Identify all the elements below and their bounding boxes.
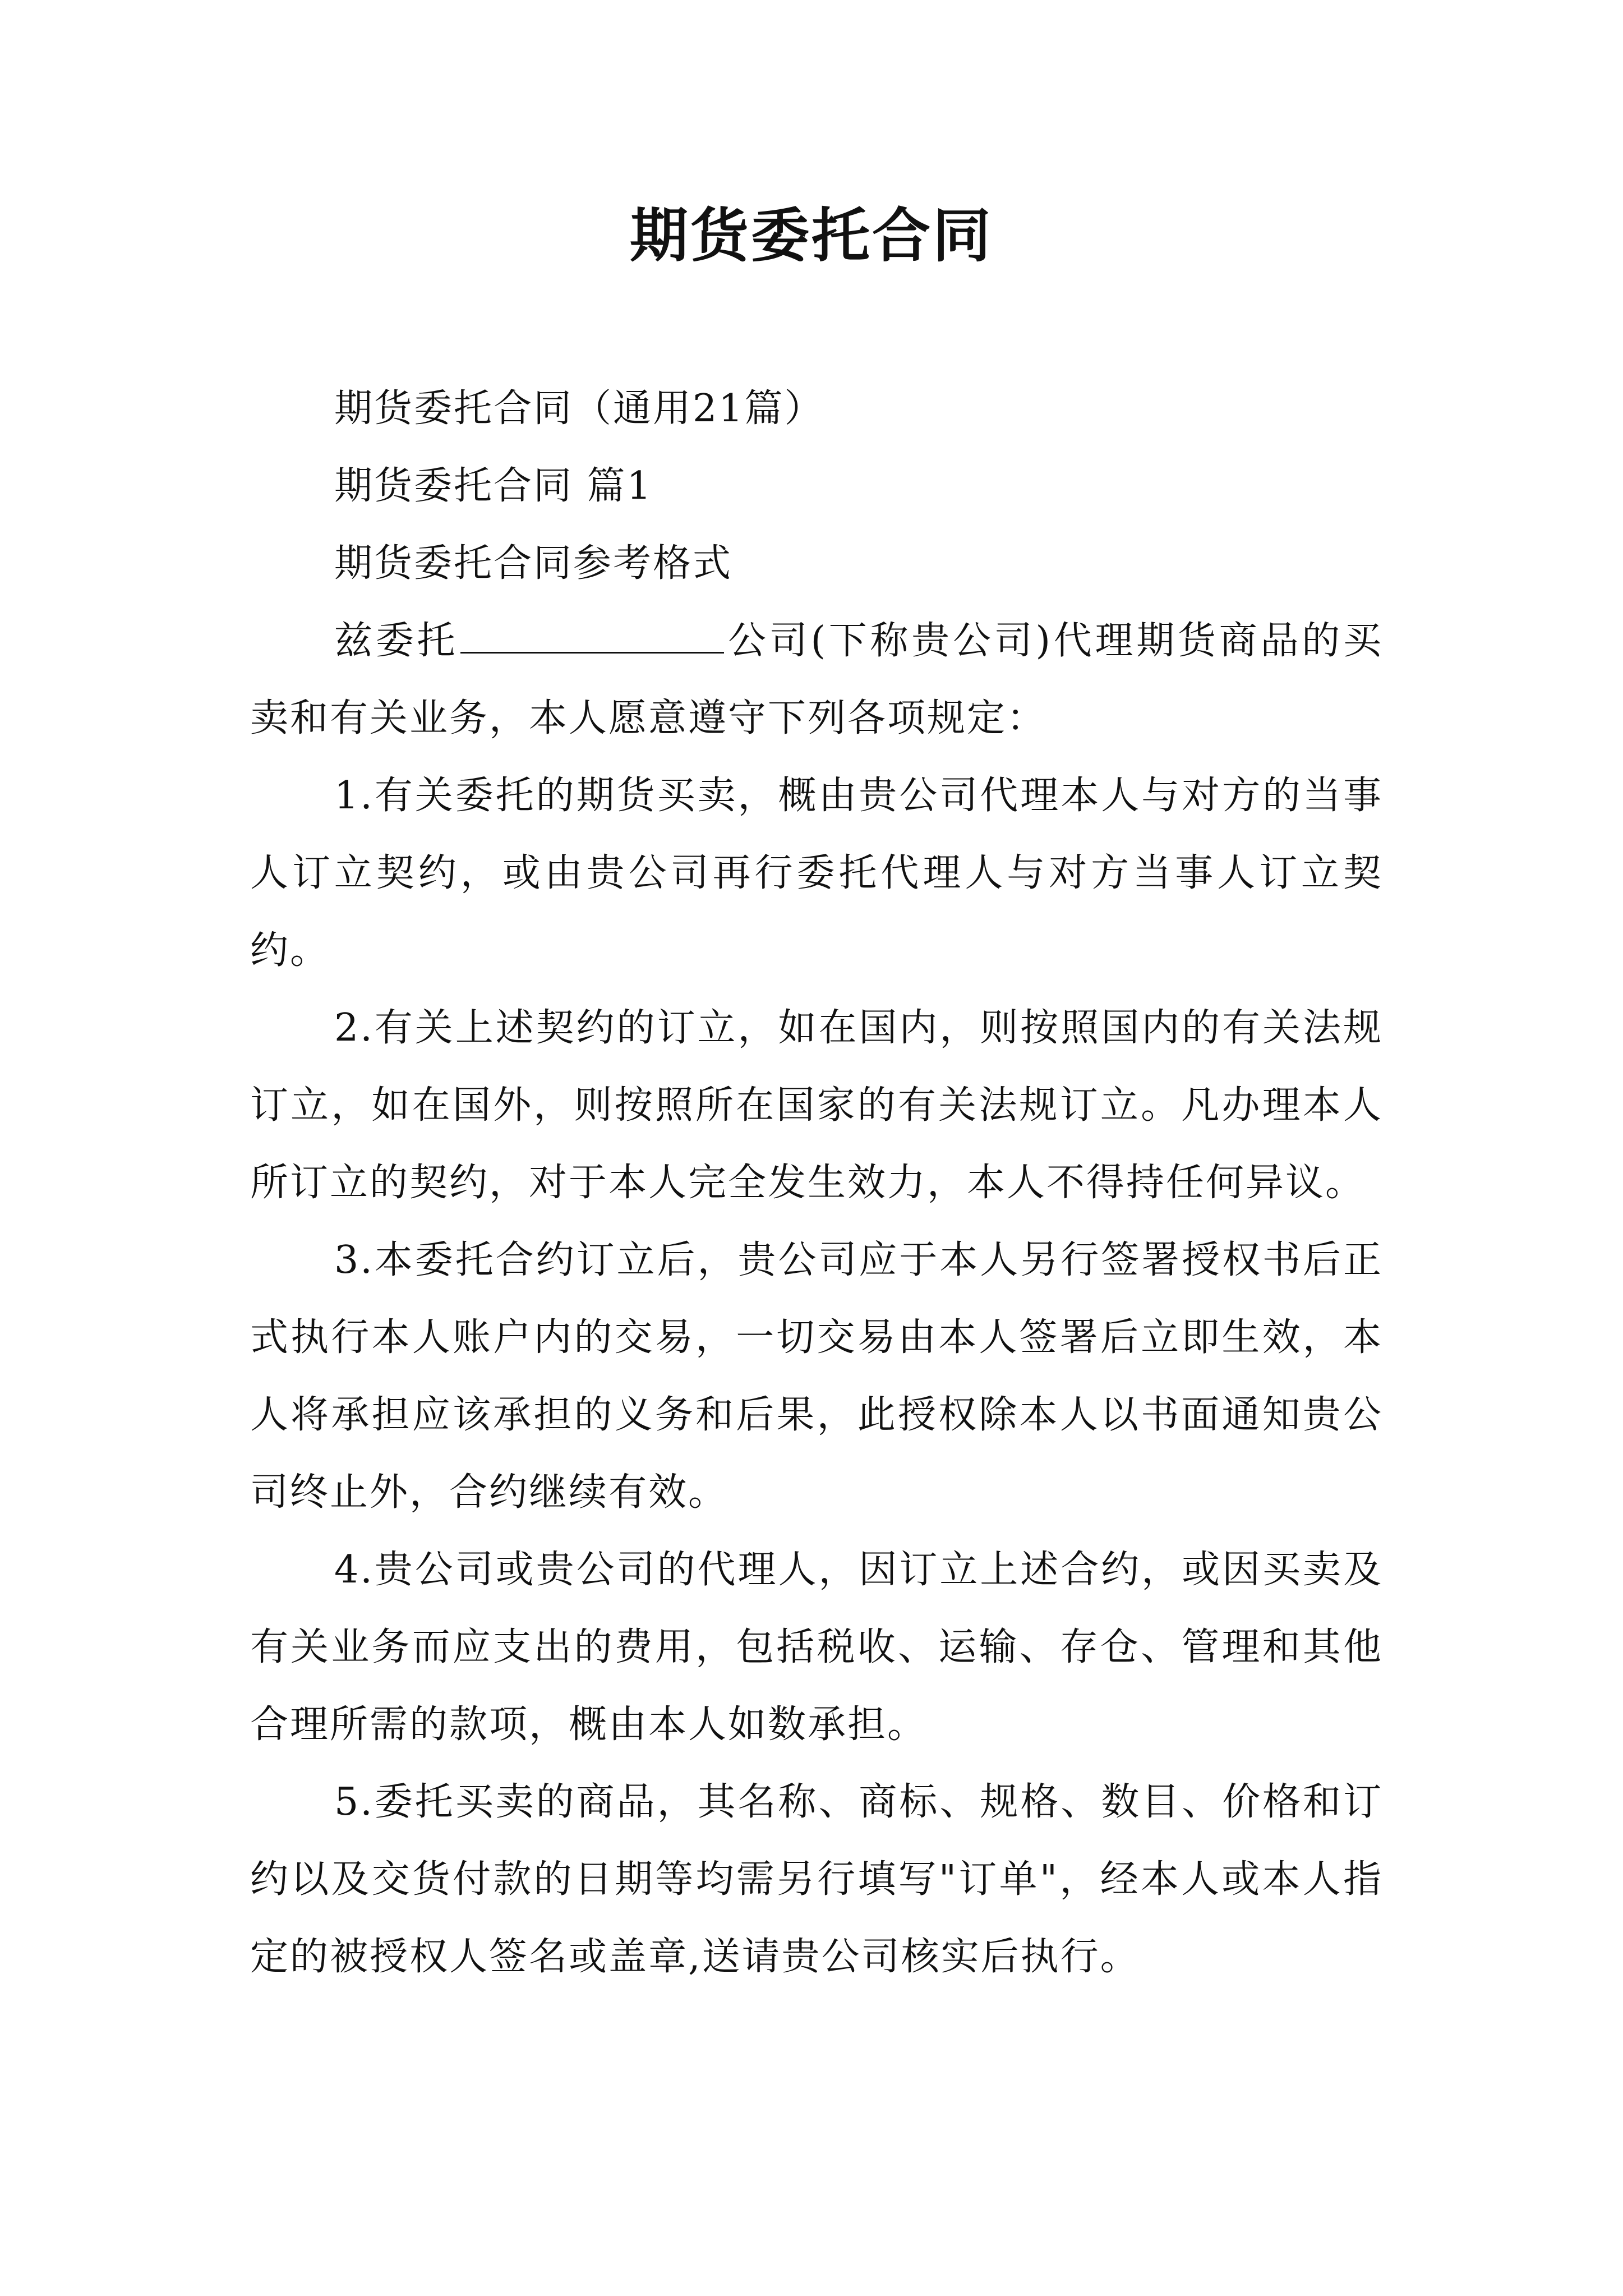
intro-paragraph <box>250 602 1383 757</box>
section-heading: 期货委托合同 篇1 <box>334 464 653 508</box>
clause-4: 4.贵公司或贵公司的代理人，因订立上述合约，或因买卖及有关业务而应支出的费用，包括税收、运输、存仓、管理和其他合理所需的款项，概由本人如数承担。 <box>250 1548 1383 1747</box>
document-subtitle: 期货委托合同（通用21篇） <box>334 386 824 431</box>
clause-5: 5.委托买卖的商品，其名称、商标、规格、数目、价格和订约以及交货付款的日期等均需另行填写"订单"，经本人或本人指定的被授权人签名或盖章,送请贵公司核实后执行。 <box>250 1780 1383 1979</box>
clause-1: 1.有关委托的期货买卖，概由贵公司代理本人与对方的当事人订立契约，或由贵公司再行委托代理人与对方当事人订立契约。 <box>250 774 1383 973</box>
document-title: 期货委托合同 <box>629 201 993 270</box>
intro-after-blank: 公司(下称贵公司)代理期货商品的买卖和有关业务，本人愿意遵守下列各项规定： <box>250 619 1383 740</box>
document-body <box>250 370 1383 1996</box>
clause-2: 2.有关上述契约的订立，如在国内，则按照国内的有关法规订立，如在国外，则按照所在国家的有关法规订立。凡办理本人所订立的契约，对于本人完全发生效力，本人不得持任何异议。 <box>250 1006 1383 1205</box>
format-heading: 期货委托合同参考格式 <box>334 541 733 586</box>
company-name-blank <box>460 617 724 654</box>
clause-3: 3.本委托合约订立后，贵公司应于本人另行签署授权书后正式执行本人账户内的交易，一切交易由本人签署后立即生效，本人将承担应该承担的义务和后果，此授权除本人以书面通知贵公司终止外，合约继续有效。 <box>250 1238 1383 1515</box>
intro-before-blank: 兹委托 <box>334 619 459 663</box>
